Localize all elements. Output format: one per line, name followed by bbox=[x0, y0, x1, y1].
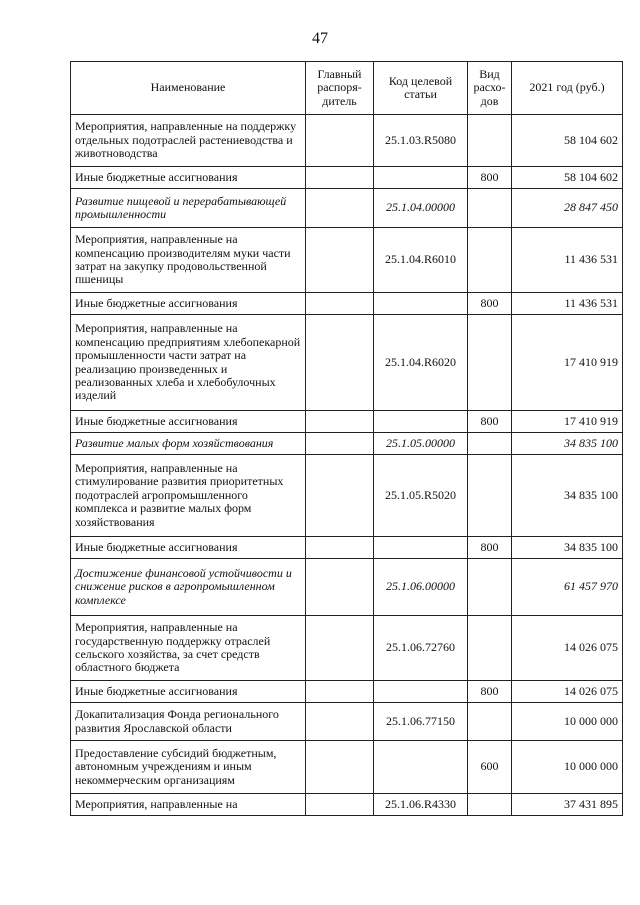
row-code: 25.1.06.00000 bbox=[374, 559, 468, 616]
row-code: 25.1.06.77150 bbox=[374, 703, 468, 741]
row-code bbox=[374, 167, 468, 189]
row-name: Развитие пищевой и перерабатывающей промышленности bbox=[71, 189, 306, 228]
row-type bbox=[468, 559, 512, 616]
row-name: Развитие малых форм хозяйствования bbox=[71, 433, 306, 455]
row-type: 800 bbox=[468, 293, 512, 315]
row-code: 25.1.06.R4330 bbox=[374, 794, 468, 816]
row-type bbox=[468, 315, 512, 411]
row-name: Иные бюджетные ассигнования bbox=[71, 293, 306, 315]
row-code bbox=[374, 411, 468, 433]
row-name: Иные бюджетные ассигнования bbox=[71, 411, 306, 433]
row-admin bbox=[306, 411, 374, 433]
row-type bbox=[468, 433, 512, 455]
row-amount: 17 410 919 bbox=[512, 315, 623, 411]
row-type bbox=[468, 616, 512, 681]
row-code: 25.1.05.R5020 bbox=[374, 455, 468, 537]
row-name: Мероприятия, направленные на компенсацию предприятиям хлебопекарной промышленности части затрат на реализацию произведенных и реализованных хлеба и хлебобулочных изделий bbox=[71, 315, 306, 411]
row-admin bbox=[306, 315, 374, 411]
row-amount: 34 835 100 bbox=[512, 433, 623, 455]
row-admin bbox=[306, 455, 374, 537]
row-name: Иные бюджетные ассигнования bbox=[71, 537, 306, 559]
row-amount: 11 436 531 bbox=[512, 228, 623, 293]
row-admin bbox=[306, 189, 374, 228]
row-name: Предоставление субсидий бюджетным, автономным учреждениям и иным некоммерческим организациям bbox=[71, 741, 306, 794]
row-admin bbox=[306, 794, 374, 816]
row-amount: 11 436 531 bbox=[512, 293, 623, 315]
row-type bbox=[468, 115, 512, 167]
budget-table bbox=[70, 61, 623, 816]
row-name: Мероприятия, направленные на поддержку отдельных подотраслей растениеводства и животноводства bbox=[71, 115, 306, 167]
row-admin bbox=[306, 741, 374, 794]
row-admin bbox=[306, 167, 374, 189]
row-amount: 58 104 602 bbox=[512, 115, 623, 167]
row-amount: 34 835 100 bbox=[512, 537, 623, 559]
row-code bbox=[374, 537, 468, 559]
row-name: Докапитализация Фонда регионального развития Ярославской области bbox=[71, 703, 306, 741]
row-name: Мероприятия, направленные на компенсацию производителям муки части затрат на закупку продовольственной пшеницы bbox=[71, 228, 306, 293]
header-admin: Главный распоря-дитель bbox=[306, 62, 374, 115]
row-amount: 14 026 075 bbox=[512, 616, 623, 681]
table-row bbox=[71, 189, 623, 228]
row-code: 25.1.04.00000 bbox=[374, 189, 468, 228]
row-type: 800 bbox=[468, 537, 512, 559]
table-row bbox=[71, 293, 623, 315]
row-name: Мероприятия, направленные на стимулирование развития приоритетных подотраслей агропромышленного комплекса и развитие малых форм хозяйствования bbox=[71, 455, 306, 537]
row-admin bbox=[306, 537, 374, 559]
row-type bbox=[468, 228, 512, 293]
table-row bbox=[71, 703, 623, 741]
row-admin bbox=[306, 559, 374, 616]
row-name: Мероприятия, направленные на государственную поддержку отраслей сельского хозяйства, за счет средств областного бюджета bbox=[71, 616, 306, 681]
table-row bbox=[71, 681, 623, 703]
row-type bbox=[468, 794, 512, 816]
header-type: Вид расхо-дов bbox=[468, 62, 512, 115]
row-amount: 17 410 919 bbox=[512, 411, 623, 433]
row-name: Достижение финансовой устойчивости и снижение рисков в агропромышленном комплексе bbox=[71, 559, 306, 616]
row-admin bbox=[306, 681, 374, 703]
table-row bbox=[71, 433, 623, 455]
row-type: 800 bbox=[468, 681, 512, 703]
table-row bbox=[71, 315, 623, 411]
row-admin bbox=[306, 293, 374, 315]
row-code: 25.1.03.R5080 bbox=[374, 115, 468, 167]
row-type bbox=[468, 703, 512, 741]
header-code: Код целевой статьи bbox=[374, 62, 468, 115]
row-admin bbox=[306, 228, 374, 293]
row-amount: 10 000 000 bbox=[512, 703, 623, 741]
header-name: Наименование bbox=[71, 62, 306, 115]
row-type bbox=[468, 189, 512, 228]
header-amount: 2021 год (руб.) bbox=[512, 62, 623, 115]
table-header-row bbox=[71, 62, 623, 115]
row-admin bbox=[306, 616, 374, 681]
row-admin bbox=[306, 433, 374, 455]
page-number: 47 bbox=[312, 30, 328, 47]
table-row bbox=[71, 167, 623, 189]
row-amount: 58 104 602 bbox=[512, 167, 623, 189]
table-row bbox=[71, 616, 623, 681]
row-amount: 37 431 895 bbox=[512, 794, 623, 816]
row-code: 25.1.06.72760 bbox=[374, 616, 468, 681]
row-code bbox=[374, 681, 468, 703]
row-amount: 10 000 000 bbox=[512, 741, 623, 794]
row-code bbox=[374, 741, 468, 794]
row-type: 600 bbox=[468, 741, 512, 794]
table-row bbox=[71, 559, 623, 616]
row-type: 800 bbox=[468, 411, 512, 433]
row-amount: 28 847 450 bbox=[512, 189, 623, 228]
row-amount: 14 026 075 bbox=[512, 681, 623, 703]
table-row bbox=[71, 115, 623, 167]
row-code bbox=[374, 293, 468, 315]
row-amount: 34 835 100 bbox=[512, 455, 623, 537]
row-name: Иные бюджетные ассигнования bbox=[71, 167, 306, 189]
row-admin bbox=[306, 115, 374, 167]
table-row bbox=[71, 455, 623, 537]
row-type: 800 bbox=[468, 167, 512, 189]
row-amount: 61 457 970 bbox=[512, 559, 623, 616]
row-name: Иные бюджетные ассигнования bbox=[71, 681, 306, 703]
table-row bbox=[71, 411, 623, 433]
table-row bbox=[71, 741, 623, 794]
table-row bbox=[71, 228, 623, 293]
row-code: 25.1.05.00000 bbox=[374, 433, 468, 455]
row-code: 25.1.04.R6010 bbox=[374, 228, 468, 293]
row-admin bbox=[306, 703, 374, 741]
row-name: Мероприятия, направленные на bbox=[71, 794, 306, 816]
table-row bbox=[71, 794, 623, 816]
row-code: 25.1.04.R6020 bbox=[374, 315, 468, 411]
row-type bbox=[468, 455, 512, 537]
table-row bbox=[71, 537, 623, 559]
